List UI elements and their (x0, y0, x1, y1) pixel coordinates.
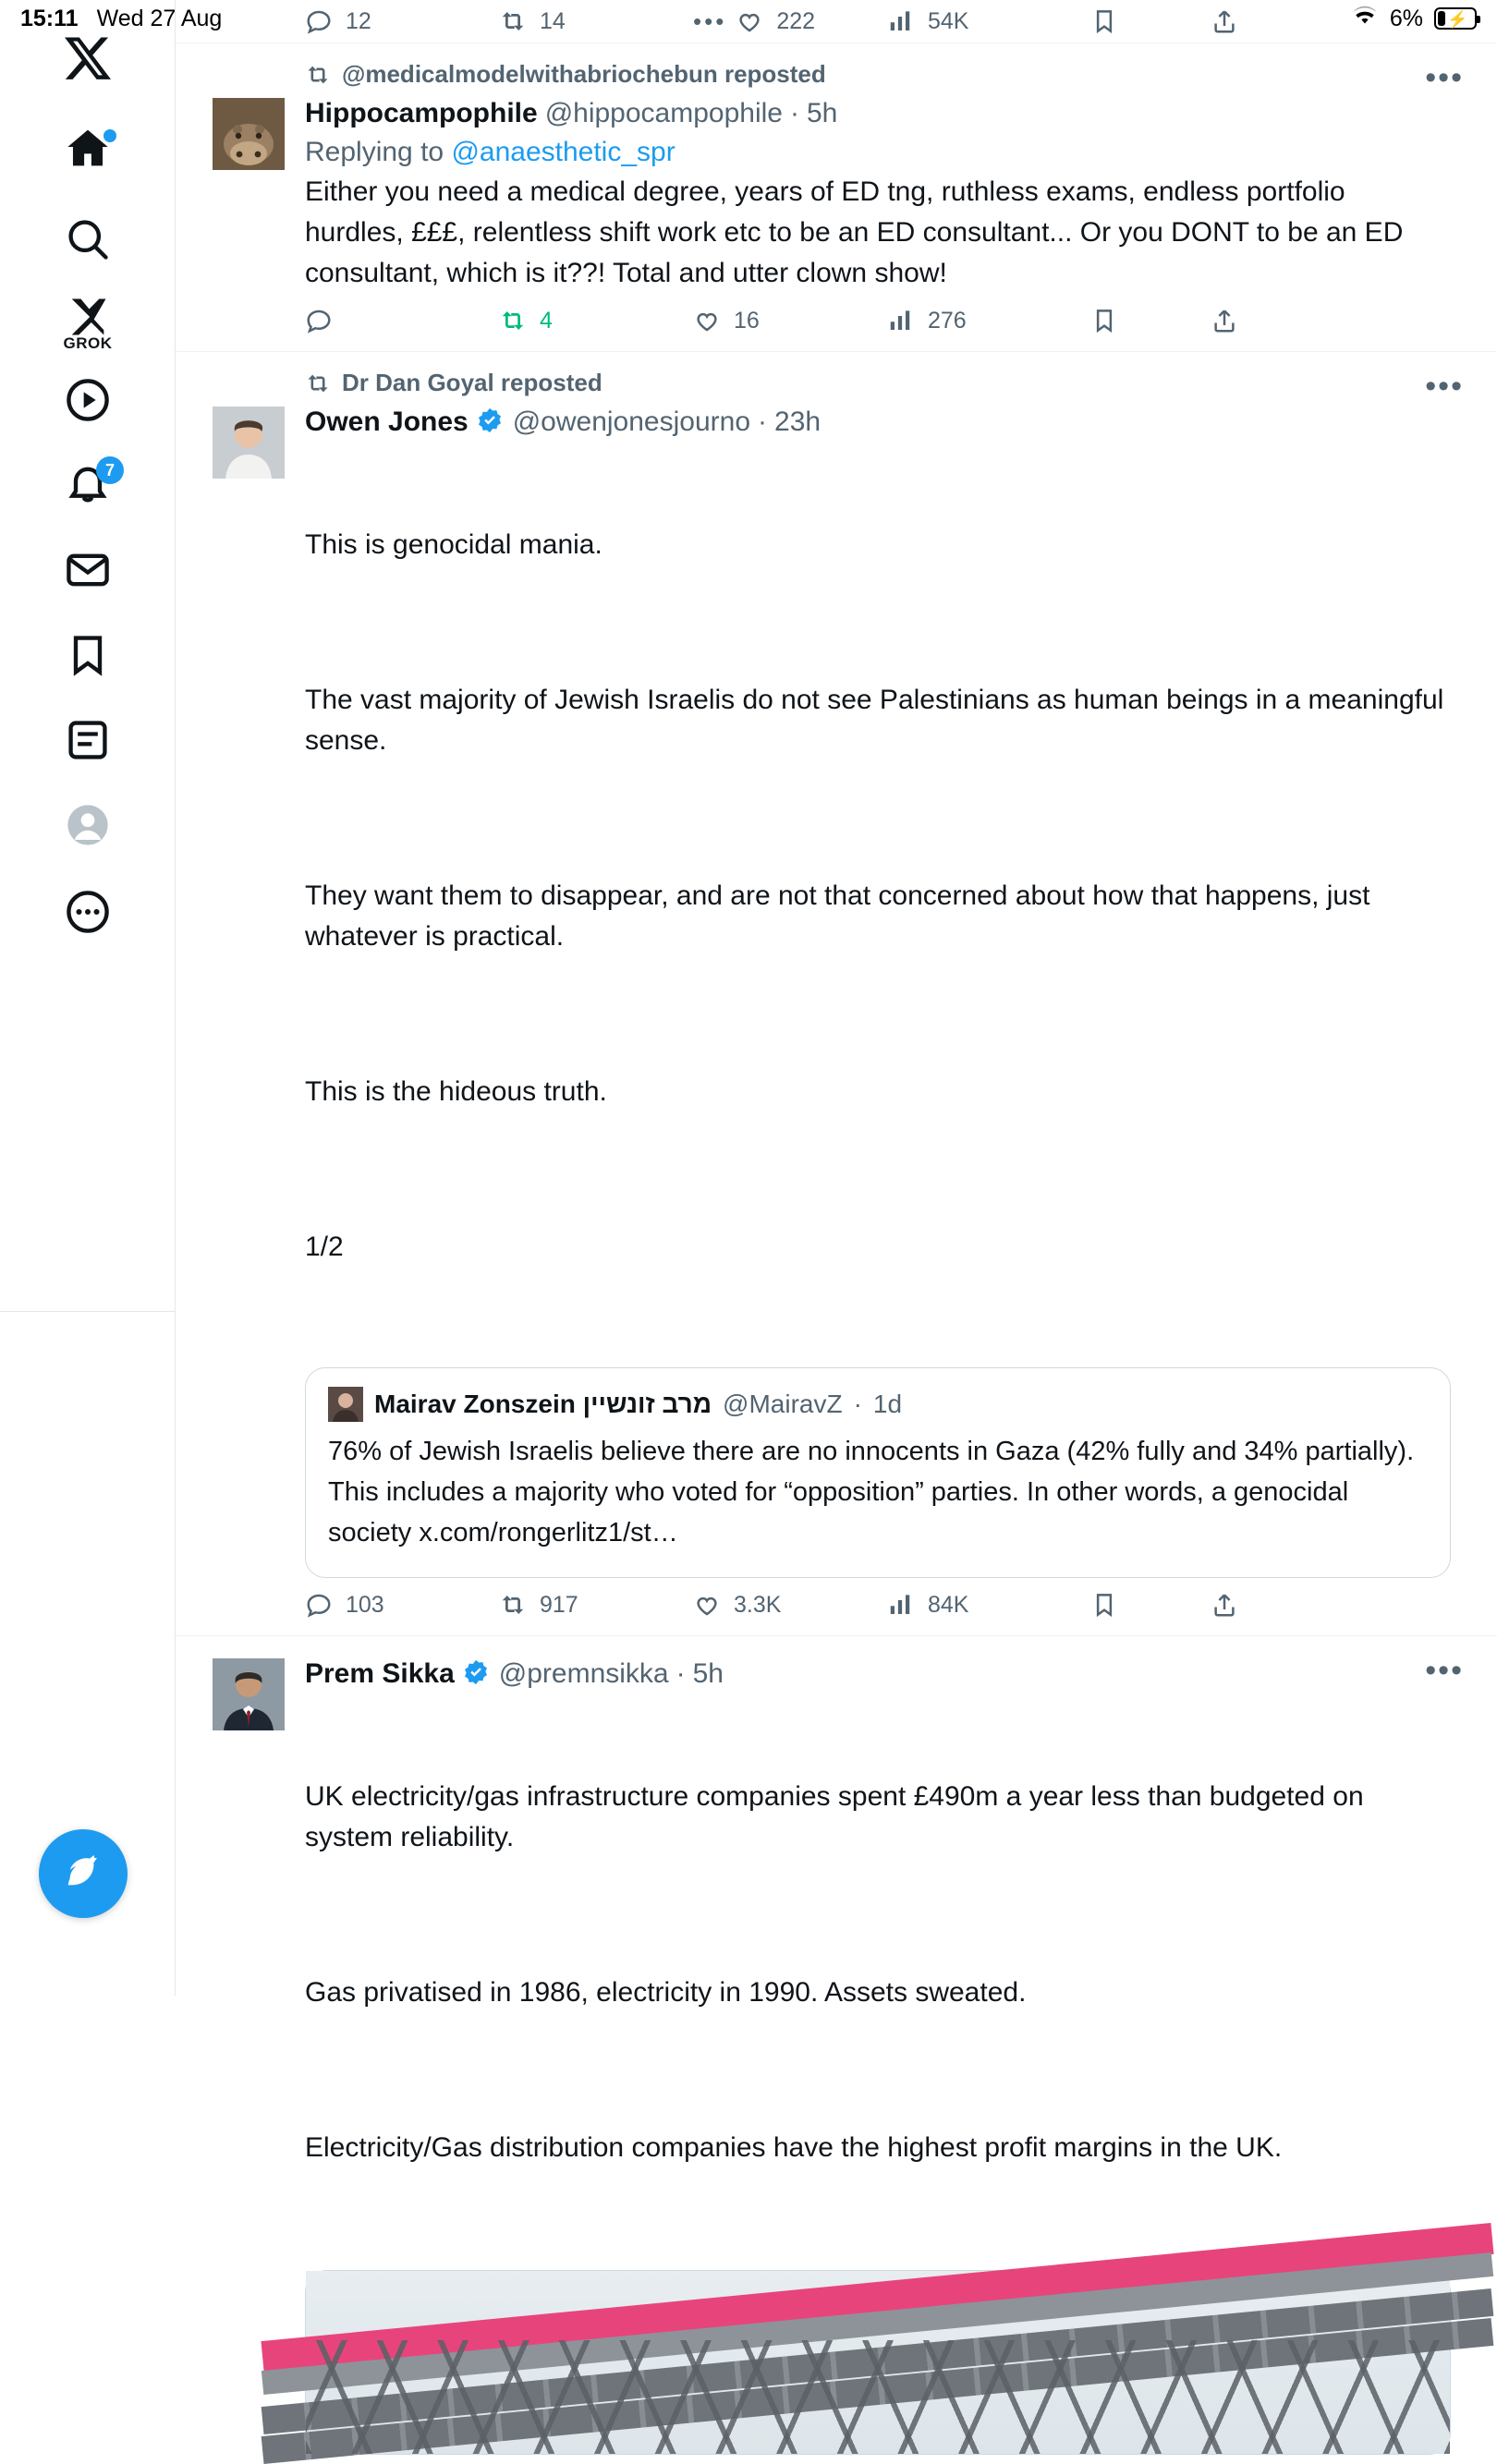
notifications-badge: 7 (96, 456, 124, 484)
avatar[interactable] (213, 407, 285, 479)
more-options-icon[interactable]: ••• (1425, 1653, 1464, 1688)
timestamp: 5h (806, 98, 838, 128)
display-name[interactable]: Hippocampophile (305, 98, 538, 128)
like-button[interactable] (693, 1591, 887, 1619)
retweet-icon (305, 62, 331, 88)
sidebar-item-grok[interactable] (0, 277, 176, 357)
share-button[interactable] (1211, 1591, 1294, 1619)
retweet-icon (305, 370, 331, 396)
status-bar (0, 0, 1497, 37)
bookmark-button[interactable] (1090, 307, 1211, 334)
repost-label: Dr Dan Goyal reposted (342, 369, 602, 396)
sidebar-item-home[interactable] (0, 109, 176, 188)
separator: · (758, 407, 768, 437)
envelope-icon (64, 546, 112, 594)
quoted-timestamp: 1d (872, 1390, 903, 1418)
sidebar-item-lists[interactable] (0, 700, 176, 780)
tweet-paragraph: The vast majority of Jewish Israelis do not see Palestinians as human beings in a meaningful sense. (305, 685, 1452, 756)
timestamp: 23h (774, 407, 822, 437)
sidebar-item-notifications[interactable] (0, 443, 176, 523)
wifi-icon (1351, 6, 1379, 32)
display-name[interactable]: Owen Jones (305, 407, 469, 437)
separator: · (789, 98, 799, 128)
more-options-icon[interactable]: ••• (1425, 60, 1464, 95)
handle[interactable]: @premnsikka (498, 1658, 669, 1689)
views-button[interactable] (887, 307, 1090, 334)
avatar[interactable] (213, 1658, 285, 1730)
verified-badge-icon (476, 405, 504, 447)
avatar[interactable] (328, 1387, 363, 1422)
bookmark-button[interactable] (1090, 1591, 1211, 1619)
sidebar-item-messages[interactable] (0, 530, 176, 610)
quoted-tweet[interactable] (305, 1367, 1451, 1578)
status-time: 15:11 (20, 5, 79, 31)
tweet-media-image[interactable] (305, 2270, 1451, 2455)
like-count: 16 (734, 307, 760, 334)
sidebar-item-search[interactable] (0, 200, 176, 279)
tweet-owen-jones[interactable] (176, 352, 1497, 1636)
avatar-column[interactable] (213, 92, 305, 351)
retweet-count: 14 (540, 7, 566, 34)
replying-to-prefix: Replying to (305, 137, 452, 167)
search-icon (64, 215, 112, 263)
bookmark-icon (64, 631, 112, 679)
view-count: 276 (928, 307, 967, 334)
sidebar-item-more[interactable] (0, 872, 176, 952)
status-date: Wed 27 Aug (96, 5, 223, 31)
avatar-column[interactable] (213, 1653, 305, 2455)
tweet-text (305, 443, 1451, 1349)
quoted-author-line (328, 1387, 1428, 1422)
like-button[interactable]: ••• 222 (693, 6, 816, 35)
replying-to-handle[interactable]: @anaesthetic_spr (451, 137, 675, 167)
retweet-count: 4 (540, 307, 553, 334)
reply-count: 12 (346, 7, 371, 34)
reply-count: 103 (346, 1591, 384, 1618)
tweet-prem-sikka[interactable] (176, 1636, 1497, 2455)
quoted-handle[interactable]: @MairavZ (723, 1390, 843, 1418)
share-button[interactable] (1211, 307, 1294, 334)
tweet-hippocampophile[interactable] (176, 43, 1497, 352)
tweet-actions (305, 1591, 1451, 1619)
sidebar-item-bookmarks[interactable] (0, 615, 176, 695)
retweet-button[interactable] (499, 307, 693, 334)
tweet-actions (305, 307, 1451, 334)
quoted-text: 76% of Jewish Israelis believe there are no innocents in Gaza (42% fully and 34% partially). This includes a majority who voted for “opposition” parties. In other words, a genocidal society x.com/rongerlitz1/st… (328, 1437, 1415, 1548)
retweet-button[interactable] (499, 1591, 693, 1619)
quoted-display-name[interactable]: Mairav Zonszein מרב זונשיין (374, 1390, 712, 1418)
handle[interactable]: @hippocampophile (544, 98, 783, 128)
tweet-paragraph: Gas privatised in 1986, electricity in 1990. Assets sweated. (305, 1977, 1027, 2008)
reply-button[interactable] (305, 307, 499, 334)
tweet-paragraph: This is the hideous truth. (305, 1076, 607, 1107)
timestamp: 5h (692, 1658, 724, 1689)
sidebar-item-video[interactable] (0, 360, 176, 440)
sidebar-item-profile[interactable] (0, 785, 176, 865)
handle[interactable]: @owenjonesjourno (512, 407, 751, 437)
more-options-icon[interactable]: ••• (1425, 369, 1464, 404)
tweet-text (305, 1695, 1451, 2250)
avatar-column[interactable] (213, 401, 305, 1635)
timeline[interactable] (176, 0, 1497, 2163)
media-truss (306, 2340, 1450, 2454)
like-count: 222 (776, 7, 816, 34)
separator: · (853, 1390, 862, 1418)
sidebar-nav (0, 0, 176, 1996)
avatar[interactable] (213, 98, 285, 170)
compose-icon (62, 1851, 104, 1898)
like-button[interactable] (693, 307, 887, 334)
tweet-paragraph: Electricity/Gas distribution companies have the highest profit margins in the UK. (305, 2132, 1283, 2163)
battery-charging-icon: ⚡ (1434, 7, 1477, 30)
tweet-paragraph: 1/2 (305, 1232, 344, 1262)
tweet-paragraph: They want them to disappear, and are not that concerned about how that happens, just whatever is practical. (305, 880, 1378, 952)
home-unread-dot (103, 129, 116, 142)
view-count: 84K (928, 1591, 969, 1618)
lists-icon (64, 716, 112, 764)
tweet-paragraph: This is genocidal mania. (305, 529, 602, 560)
x-logo-icon (65, 35, 111, 81)
tweet-content (305, 1653, 1464, 2455)
views-button[interactable] (887, 1591, 1090, 1619)
display-name[interactable]: Prem Sikka (305, 1658, 455, 1689)
video-play-icon (64, 376, 112, 424)
more-circle-icon (64, 888, 112, 936)
repost-context (213, 352, 1460, 401)
replying-to (305, 137, 1451, 168)
avatar-icon (64, 801, 112, 849)
separator: · (675, 1658, 686, 1689)
verified-badge-icon (462, 1657, 490, 1699)
repost-label: @medicalmodelwithabriochebun reposted (342, 60, 826, 88)
reply-button[interactable] (305, 1591, 499, 1619)
battery-percent: 6% (1389, 5, 1423, 31)
retweet-count: 917 (540, 1591, 578, 1618)
author-line (305, 1653, 1464, 1695)
view-count: 54K (928, 7, 969, 34)
like-count: 3.3K (734, 1591, 782, 1618)
tweet-text: Either you need a medical degree, years of ED tng, ruthless exams, endless portfolio hurdles, £££, relentless shift work etc to be an ED consultant... Or you DONT to be an ED consultant, which is it??! Total and utter clown show! (305, 176, 1411, 288)
compose-post-button[interactable] (39, 1829, 128, 1918)
repost-context (213, 43, 1460, 92)
sidebar-item-label: GROK (63, 334, 113, 352)
tweet-paragraph: UK electricity/gas infrastructure companies spent £490m a year less than budgeted on system reliability. (305, 1781, 1371, 1852)
